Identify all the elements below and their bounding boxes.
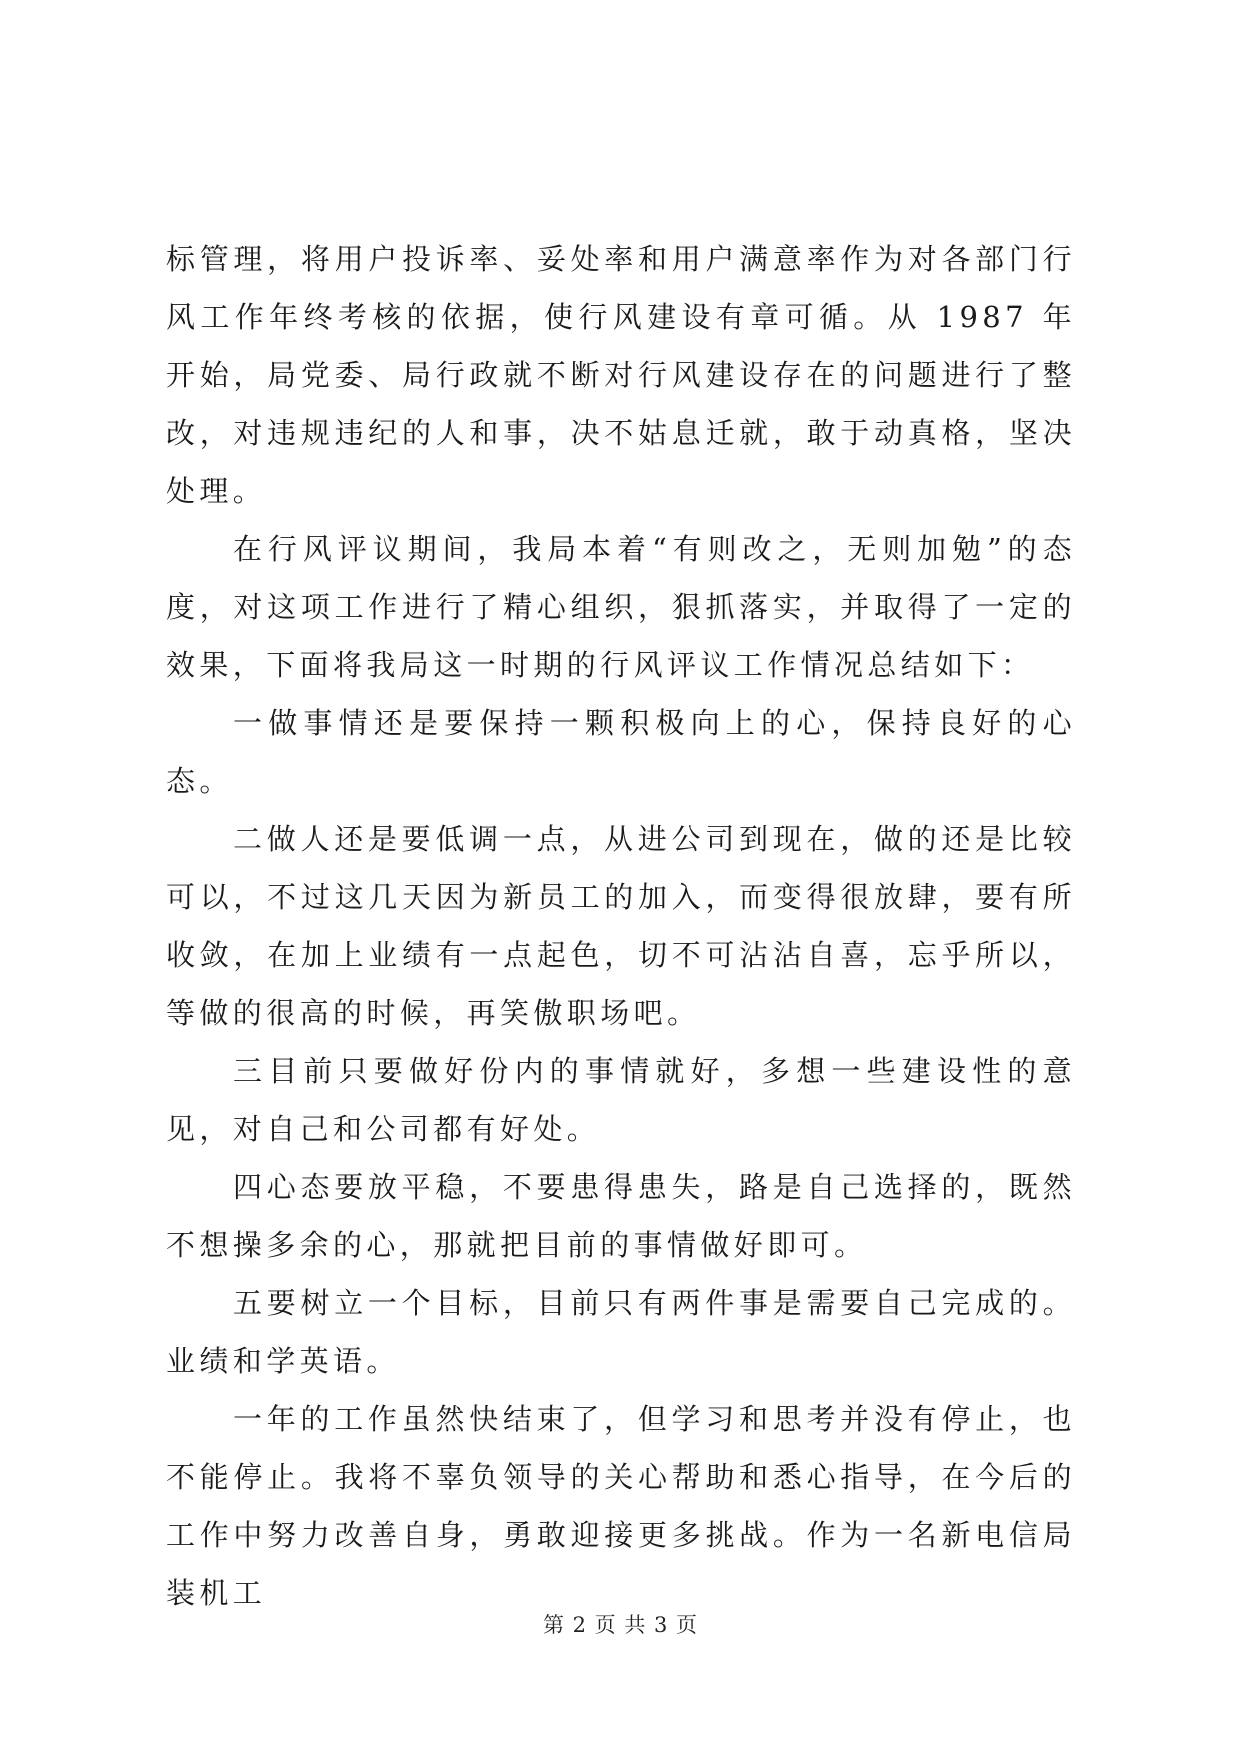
paragraph-5: 三目前只要做好份内的事情就好，多想一些建设性的意见，对自己和公司都有好处。 [166, 1054, 1076, 1146]
paragraph-1: 标管理，将用户投诉率、妥处率和用户满意率作为对各部门行风工作年终考核的依据，使行风建设有章可循。从 1987 年开始，局党委、局行政就不断对行风建设存在的问题进行了整改，对违规违纪的人和事，决不姑息迁就，敢于动真格，坚决处理。 [166, 242, 1076, 508]
paragraph-4: 二做人还是要低调一点，从进公司到现在，做的还是比较可以，不过这几天因为新员工的加入，而变得很放肆，要有所收敛，在加上业绩有一点起色，切不可沾沾自喜，忘乎所以，等做的很高的时候，再笑傲职场吧。 [166, 822, 1076, 1030]
page-number-footer: 第 2 页 共 3 页 [542, 1613, 699, 1637]
paragraph-3: 一做事情还是要保持一颗积极向上的心，保持良好的心态。 [166, 706, 1076, 798]
paragraph-8: 一年的工作虽然快结束了，但学习和思考并没有停止，也不能停止。我将不辜负领导的关心帮助和悉心指导，在今后的工作中努力改善自身，勇敢迎接更多挑战。作为一名新电信局装机工 [166, 1402, 1076, 1610]
paragraph-6: 四心态要放平稳，不要患得患失，路是自己选择的，既然不想操多余的心，那就把目前的事情做好即可。 [166, 1170, 1076, 1262]
document-body [166, 230, 1076, 1622]
paragraph-7: 五要树立一个目标，目前只有两件事是需要自己完成的。业绩和学英语。 [166, 1286, 1076, 1378]
paragraph-2: 在行风评议期间，我局本着“有则改之，无则加勉”的态度，对这项工作进行了精心组织，狠抓落实，并取得了一定的效果，下面将我局这一时期的行风评议工作情况总结如下： [166, 532, 1076, 682]
